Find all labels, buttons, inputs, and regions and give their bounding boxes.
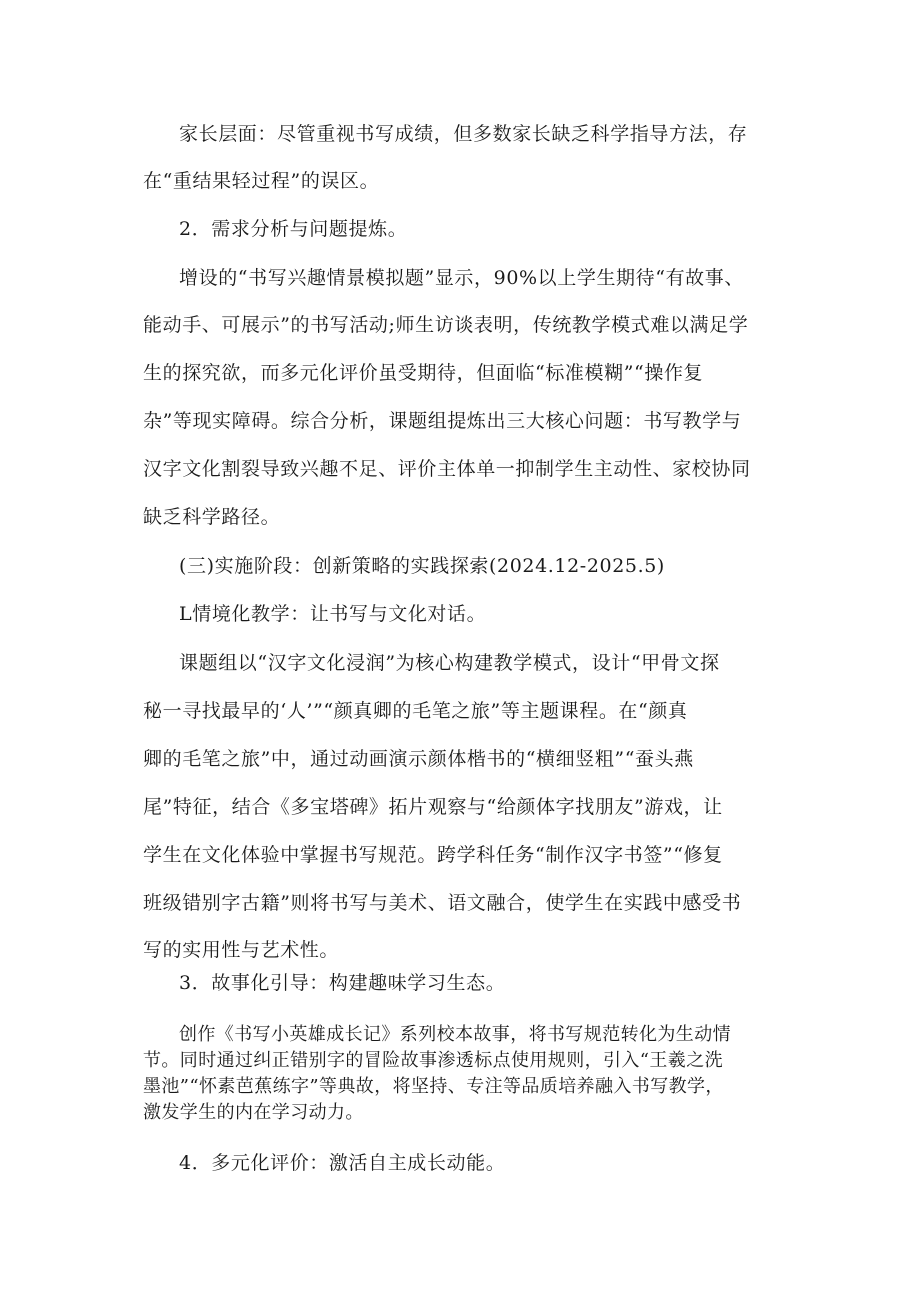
paragraph-culture-line-7: 写的实用性与艺术性。 (143, 939, 340, 961)
paragraph-story-line-1: 创作《书写小英雄成长记》系列校本故事，将书写规范转化为生动情 (179, 1024, 731, 1045)
heading-situational-teaching: L情境化教学：让书写与文化对话。 (179, 603, 487, 625)
paragraph-survey-line-6: 缺乏科学路径。 (143, 506, 281, 528)
paragraph-survey-line-4: 杂”等现实障碍。综合分析，课题组提炼出三大核心问题：书写教学与 (143, 410, 742, 432)
paragraph-culture-line-5: 学生在文化体验中掌握书写规范。跨学科任务“制作汉字书签”“修复 (143, 844, 723, 866)
paragraph-survey-line-3: 生的探究欲，而多元化评价虽受期待，但面临“标准模糊”“操作复 (143, 362, 704, 384)
paragraph-story-line-3: 墨池”“怀素芭蕉练字”等典故，将坚持、专注等品质培养融入书写教学， (143, 1076, 724, 1097)
paragraph-parent-level-line-1: 家长层面：尽管重视书写成绩，但多数家长缺乏科学指导方法，存 (179, 123, 748, 145)
paragraph-parent-level-line-2: 在“重结果轻过程”的误区。 (143, 170, 380, 192)
paragraph-story-line-4: 激发学生的内在学习动力。 (143, 1102, 364, 1123)
heading-needs-analysis: 2．需求分析与问题提炼。 (179, 218, 408, 240)
paragraph-story-line-2: 节。同时通过纠正错别字的冒险故事渗透标点使用规则，引入“王羲之洗 (143, 1050, 723, 1071)
heading-story-guidance: 3．故事化引导：构建趣味学习生态。 (179, 972, 506, 994)
paragraph-survey-line-2: 能动手、可展示”的书写活动;师生访谈表明，传统教学模式难以满足学 (143, 314, 749, 336)
paragraph-culture-line-6: 班级错别字古籍”则将书写与美术、语文融合，使学生在实践中感受书 (143, 892, 742, 914)
paragraph-culture-line-2: 秘一寻找最早的‘人’”“颜真卿的毛笔之旅”等主题课程。在“颜真 (143, 700, 688, 722)
paragraph-culture-line-1: 课题组以“汉字文化浸润”为核心构建教学模式，设计“甲骨文探 (179, 652, 720, 674)
paragraph-survey-line-5: 汉字文化割裂导致兴趣不足、评价主体单一抑制学生主动性、家校协同 (143, 458, 751, 480)
paragraph-culture-line-3: 卿的毛笔之旅”中，通过动画演示颜体楷书的“横细竖粗”“蚕头燕 (143, 748, 694, 770)
heading-implementation-stage: (三)实施阶段：创新策略的实践探索(2024.12-2025.5) (179, 555, 665, 577)
paragraph-survey-line-1: 增设的“书写兴趣情景模拟题”显示，90%以上学生期待“有故事、 (179, 267, 744, 289)
heading-diverse-evaluation: 4．多元化评价：激活自主成长动能。 (179, 1152, 506, 1174)
paragraph-culture-line-4: 尾”特征，结合《多宝塔碑》拓片观察与“给颜体字找朋友”游戏，让 (143, 796, 723, 818)
